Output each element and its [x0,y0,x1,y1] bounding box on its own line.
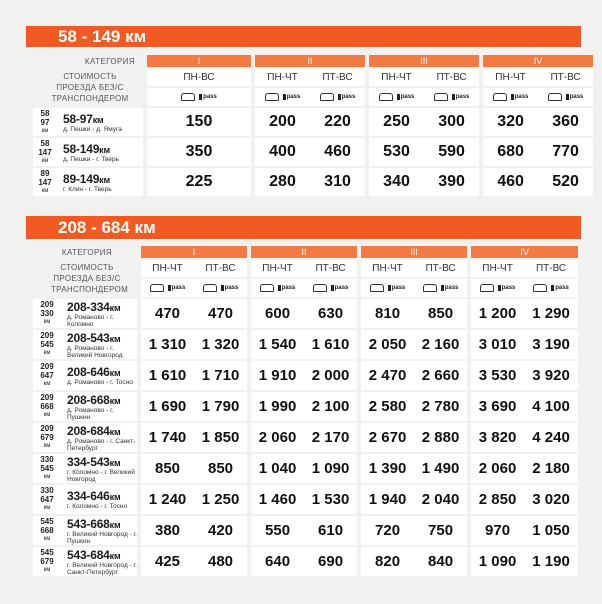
route-title [67,489,137,503]
car-icon [533,284,547,292]
car-icon [203,284,217,292]
price-cell: 3 020 [524,485,578,516]
car-icon [150,284,164,292]
route-name-cell [57,172,112,193]
price-cell: 360 [538,108,593,138]
section-title-bar [26,26,581,47]
price-cell: 690 [304,547,357,578]
route-name-cell [61,454,137,485]
car-icon [434,93,448,101]
route-cell [33,108,143,138]
icon-pair [524,279,578,299]
icon-pair [310,88,365,108]
pass-transponder-icon: pass [498,285,516,291]
pass-transponder-icon: pass [278,285,296,291]
price-cell: 460 [310,138,365,168]
route-title [67,393,137,407]
price-cell: 2 850 [471,485,524,516]
km-unit: км [43,412,51,418]
car-icon [493,93,507,101]
route-section: 543-684 [67,547,110,562]
price-cell: 320 [483,108,538,138]
price-cell: 3 010 [471,330,524,361]
fare-table [33,55,593,198]
km-from: 545 [40,517,54,526]
route-title [63,142,119,156]
route-unit: км [109,550,121,561]
car-icon [370,284,384,292]
price-cell: 2 050 [361,330,414,361]
route-km-range [33,485,61,516]
price-cell: 2 470 [361,361,414,392]
icon-pair [147,88,251,108]
table-row [33,330,578,361]
route-name-cell [61,361,137,392]
price-cell: 1 910 [251,361,304,392]
price-cell: 2 100 [304,392,357,423]
km-unit: км [43,319,51,325]
route-km-range [33,361,61,392]
pass-transponder-icon: pass [199,94,217,100]
section-title: 208 - 684 км [58,217,156,237]
km-to: 668 [40,402,54,411]
price-cell: 1 530 [304,485,357,516]
route-km-range [33,516,61,547]
price-cell: 610 [304,516,357,547]
route-km-range [33,330,61,361]
route-unit: км [92,114,104,125]
route-section: 334-646 [67,489,110,503]
pass-transponder-icon: pass [441,285,459,291]
day-range: ПТ-ВС [304,260,357,279]
price-cell: 220 [310,108,365,138]
route-unit: км [99,174,110,185]
price-cell: 850 [414,299,467,330]
day-range: ПН-ЧТ [141,260,194,279]
route-section: 334-543 [67,454,110,469]
route-title [67,365,137,379]
category-header: I [141,246,247,260]
price-cell: 480 [194,547,247,578]
days-row [33,260,578,279]
price-cell: 420 [194,516,247,547]
route-name-cell [57,142,119,163]
price-cell: 1 310 [141,330,194,361]
price-cell: 1 690 [141,392,194,423]
day-range: ПТ-ВС [414,260,467,279]
category-header: III [361,246,467,260]
price-cell: 2 170 [304,423,357,454]
day-range: ПТ-ВС [524,260,578,279]
route-section: 208-684 [67,423,110,438]
route-km-range [33,423,61,454]
route-title [67,424,137,438]
pass-transponder-icon: pass [338,94,356,100]
icon-pair [255,88,310,108]
icon-pair [424,88,479,108]
route-title [67,548,137,562]
price-cell: 2 660 [414,361,467,392]
km-to: 647 [40,495,54,504]
route-title [63,172,112,186]
table-row [33,361,578,392]
route-name-cell [57,112,122,133]
car-icon [548,93,562,101]
route-title [67,455,137,469]
price-cell: 630 [304,299,357,330]
km-unit: км [41,187,49,194]
km-to: 330 [40,309,54,318]
km-unit: км [43,474,51,480]
route-name-cell [61,330,137,361]
price-cell: 1 200 [471,299,524,330]
price-cell: 770 [538,138,593,168]
car-icon [313,284,327,292]
price-cell: 1 610 [304,330,357,361]
price-cell: 470 [194,299,247,330]
price-cell: 1 320 [194,330,247,361]
route-unit: км [109,333,121,344]
km-from: 89 [40,168,50,178]
km-from: 330 [40,486,54,495]
route-unit: км [109,519,121,530]
price-cell: 2 580 [361,392,414,423]
price-cell: 2 040 [414,485,467,516]
route-title [63,112,122,126]
price-cell: 1 790 [194,392,247,423]
day-range: ПТ-ВС [538,69,593,88]
car-icon [379,93,393,101]
route-name-cell [61,392,137,423]
price-cell: 1 460 [251,485,304,516]
price-cell: 1 050 [524,516,578,547]
route-section: 208-334 [67,299,110,314]
category-header: II [251,246,357,260]
icon-pair [483,88,538,108]
price-cell: 3 530 [471,361,524,392]
price-cell: 1 610 [141,361,194,392]
price-cell: 720 [361,516,414,547]
price-cell: 1 940 [361,485,414,516]
price-cell: 1 190 [524,547,578,578]
km-to: 147 [38,177,52,187]
table-row [33,138,593,168]
day-range: ПН-ЧТ [361,260,414,279]
icon-pair [141,279,194,299]
pass-transponder-icon: pass [283,94,301,100]
category-header: III [369,55,479,69]
price-cell: 2 060 [251,423,304,454]
price-cell: 840 [414,547,467,578]
price-cell: 2 880 [414,423,467,454]
route-km-range [33,547,61,578]
price-cell: 2 060 [471,454,524,485]
route-title [67,331,137,345]
table-row [33,454,578,485]
price-cell: 425 [141,547,194,578]
cost-label: СТОИМОСТЬ ПРОЕЗДА БЕЗ/С ТРАНСПОНДЕРОМ [33,69,147,108]
km-to: 97 [40,117,50,127]
km-to: 647 [40,371,54,380]
table-row [33,108,593,138]
fare-table [33,246,578,578]
category-label: КАТЕГОРИЯ [33,55,147,69]
price-cell: 1 740 [141,423,194,454]
route-towns: г. Клин - г. Тверь [63,185,112,193]
price-cell: 850 [141,454,194,485]
route-section: 89-149 [63,171,100,186]
price-cell: 460 [483,168,538,198]
km-to: 679 [40,557,54,566]
category-header: IV [483,55,593,69]
route-name-cell [61,423,137,454]
pass-transponder-icon: pass [331,285,349,291]
km-to: 545 [40,340,54,349]
km-from: 58 [40,108,50,118]
category-label: КАТЕГОРИЯ [33,246,141,260]
price-cell: 520 [538,168,593,198]
km-from: 209 [40,331,54,340]
price-cell: 3 820 [471,423,524,454]
price-cell: 2 670 [361,423,414,454]
price-cell: 970 [471,516,524,547]
route-cell [33,168,143,198]
cost-label: СТОИМОСТЬ ПРОЕЗДА БЕЗ/С ТРАНСПОНДЕРОМ [33,260,141,299]
km-unit: км [43,567,51,573]
km-from: 209 [40,424,54,433]
route-unit: км [109,457,121,468]
pass-transponder-icon: pass [388,285,406,291]
car-icon [181,93,195,101]
price-cell: 1 490 [414,454,467,485]
km-to: 545 [40,464,54,473]
price-cell: 1 710 [194,361,247,392]
route-section: 58-149 [63,141,100,156]
day-range: ПН-ВС [147,69,251,88]
day-range: ПН-ЧТ [255,69,310,88]
day-range: ПН-ЧТ [483,69,538,88]
route-unit: км [109,302,121,313]
category-header: II [255,55,365,69]
table-row [33,485,578,516]
price-cell: 590 [424,138,479,168]
km-from: 330 [40,455,54,464]
day-range: ПТ-ВС [424,69,479,88]
km-to: 147 [38,147,52,157]
km-unit: км [43,505,51,511]
icon-pair [369,88,424,108]
route-title [67,517,137,531]
icon-pair [414,279,467,299]
price-cell: 1 040 [251,454,304,485]
route-km-range [33,109,57,136]
route-km-range [33,454,61,485]
car-icon [480,284,494,292]
km-to: 668 [40,526,54,535]
category-header: I [147,55,251,69]
day-range: ПН-ЧТ [251,260,304,279]
route-unit: км [109,368,121,378]
km-unit: км [43,381,51,387]
route-name-cell [61,516,137,547]
table-row [33,547,578,578]
category-header: IV [471,246,578,260]
price-cell: 1 240 [141,485,194,516]
price-cell: 3 920 [524,361,578,392]
route-towns: г. Великий Новгород - г. Пушкин [67,530,137,545]
price-cell: 2 000 [304,361,357,392]
price-cell: 1 540 [251,330,304,361]
price-cell: 2 160 [414,330,467,361]
price-cell: 250 [369,108,424,138]
route-towns: д. Пешки - г. Тверь [63,155,120,163]
route-section: 58-97 [63,111,93,126]
route-unit: км [99,144,110,155]
day-range: ПТ-ВС [194,260,247,279]
category-row [33,246,578,260]
km-unit: км [43,536,51,542]
price-cell: 750 [414,516,467,547]
price-cell: 280 [255,168,310,198]
price-cell: 1 250 [194,485,247,516]
table-row [33,168,593,198]
price-cell: 225 [147,168,251,198]
route-unit: км [109,426,121,437]
km-from: 545 [40,548,54,557]
price-cell: 2 180 [524,454,578,485]
table-row [33,299,578,330]
route-towns: д. Романово - г. Великий Новгород [67,344,123,359]
price-cell: 550 [251,516,304,547]
price-cell: 1 850 [194,423,247,454]
km-from: 209 [40,362,54,371]
route-towns: д. Пешки - д. Ямуга [63,125,122,133]
car-icon [320,93,334,101]
route-towns: г. Коломно - г. Великий Новгород [67,468,135,483]
price-cell: 300 [424,108,479,138]
route-unit: км [109,395,121,406]
day-range: ПН-ЧТ [369,69,424,88]
km-from: 58 [40,138,50,148]
pass-transponder-icon: pass [221,285,239,291]
route-towns: д. Романово - г. Санкт-Петербург [67,437,136,452]
km-unit: км [43,350,51,356]
route-km-range [33,169,57,196]
km-unit: км [41,157,49,164]
route-section: 543-668 [67,516,110,531]
price-cell: 310 [310,168,365,198]
price-cell: 3 190 [524,330,578,361]
day-range: ПН-ЧТ [471,260,524,279]
price-cell: 1 290 [524,299,578,330]
route-section: 208-646 [67,365,110,379]
price-cell: 150 [147,108,251,138]
price-cell: 820 [361,547,414,578]
km-unit: км [41,127,49,134]
icon-pair [251,279,304,299]
table-row [33,392,578,423]
icon-pair [538,88,593,108]
price-cell: 850 [194,454,247,485]
price-cell: 1 090 [304,454,357,485]
pass-transponder-icon: pass [452,94,470,100]
price-cell: 2 780 [414,392,467,423]
price-cell: 400 [255,138,310,168]
route-unit: км [109,492,121,502]
pass-transponder-icon: pass [397,94,415,100]
icon-pair [304,279,357,299]
route-towns: г. Великий Новгород - г. Санкт-Петербург [67,561,137,576]
day-range: ПТ-ВС [310,69,365,88]
table-row [33,423,578,454]
route-name-cell [61,299,137,330]
price-cell: 340 [369,168,424,198]
price-cell: 390 [424,168,479,198]
route-towns: д. Романово - г. Пушкин [67,406,114,421]
km-to: 679 [40,433,54,442]
price-cell: 1 390 [361,454,414,485]
icon-pair [361,279,414,299]
section-title-bar [26,216,581,239]
route-section: 208-543 [67,330,110,345]
route-cell [33,138,143,168]
price-cell: 200 [255,108,310,138]
car-icon [260,284,274,292]
price-cell: 680 [483,138,538,168]
car-icon [423,284,437,292]
route-km-range [33,299,61,330]
days-row [33,69,593,88]
pass-transponder-icon: pass [168,285,186,291]
section-title: 58 - 149 км [58,26,147,46]
route-towns: г. Коломно - г. Тосно [67,503,128,510]
route-name-cell [61,547,137,578]
icon-pair [194,279,247,299]
pass-transponder-icon: pass [511,94,529,100]
category-row [33,55,593,69]
route-name-cell [61,485,137,516]
price-cell: 810 [361,299,414,330]
price-cell: 1 990 [251,392,304,423]
price-cell: 600 [251,299,304,330]
price-cell: 530 [369,138,424,168]
route-km-range [33,392,61,423]
route-towns: д. Романово - г. Коломно [67,313,114,328]
pass-transponder-icon: pass [566,94,584,100]
price-cell: 3 690 [471,392,524,423]
route-title [67,300,137,314]
price-cell: 4 100 [524,392,578,423]
price-cell: 1 090 [471,547,524,578]
route-km-range [33,139,57,166]
price-cell: 640 [251,547,304,578]
price-cell: 470 [141,299,194,330]
price-cell: 4 240 [524,423,578,454]
pass-transponder-icon: pass [551,285,569,291]
table-row [33,516,578,547]
km-from: 209 [40,393,54,402]
km-from: 209 [40,300,54,309]
icon-pair [471,279,524,299]
price-cell: 380 [141,516,194,547]
route-section: 208-668 [67,392,110,407]
price-cell: 350 [147,138,251,168]
car-icon [265,93,279,101]
route-towns: д. Романово - г. Тосно [67,379,133,386]
km-unit: км [43,443,51,449]
